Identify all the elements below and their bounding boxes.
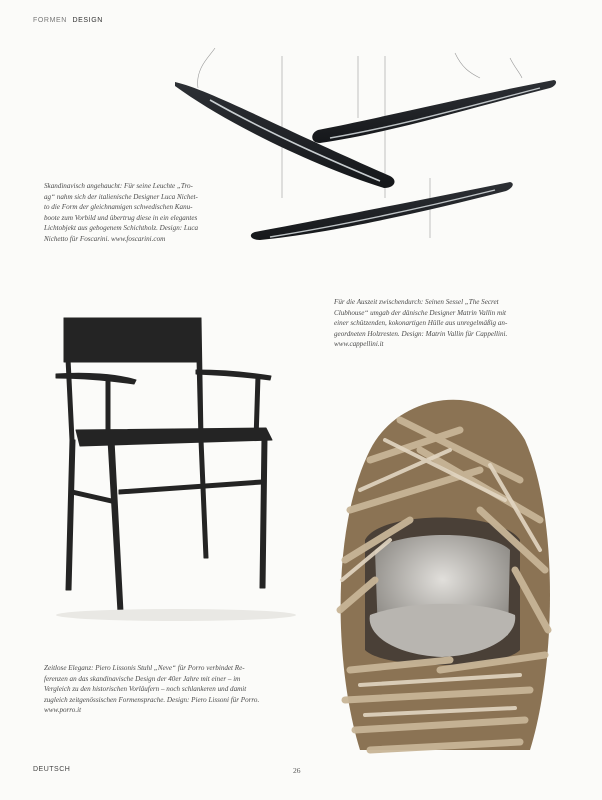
caption-lamp: Skandinavisch angehaucht: Für seine Leuchte „Tro- ag“ nahm sich der italienische Designer Luca Nichet- to die Form der gleichnamigen schwedischen Kanu- boote zum Vorbild und übertrug diese in ein elegantes Lichtobjekt aus gebogenem Schichtholz. Design: Luca Nichetto für Foscarini. www.foscarini.com — [44, 182, 199, 243]
footer-language: DEUTSCH — [33, 766, 71, 773]
neve-chair-photo — [36, 300, 306, 630]
page-number: 26 — [293, 766, 301, 775]
section-label: FORMEN — [33, 17, 67, 24]
caption-clubhouse: Für die Auszeit zwischendurch: Seinen Sessel „The Secret Clubhouse“ umgab der dänische Designer Matrin Vallin mit einer schützenden, kokonartigen Hülle aus unregelmäßig an- geordneten Holzresten. Design: Matrin Vallin für Cappellini. www.cappellini.it — [334, 298, 508, 349]
page-header — [33, 17, 103, 24]
lamp-upper-right — [312, 80, 556, 143]
lamp-lower — [251, 182, 513, 240]
caption-chair: Zeitlose Eleganz: Piero Lissonis Stuhl „Neve“ für Porro verbindet Re- ferenzen an das skandinavische Design der 40er Jahre mit einer – im Vergleich zu den historischen Vorläufern – noch schlankeren und damit zugleich zeitgenössischen Formensprache. Design: Piero Lissoni für Porro. www.porro.it — [44, 664, 260, 715]
subsection-label: DESIGN — [72, 17, 103, 24]
clubhouse-chair-photo — [330, 370, 555, 760]
pendant-lamps-photo — [170, 48, 560, 248]
